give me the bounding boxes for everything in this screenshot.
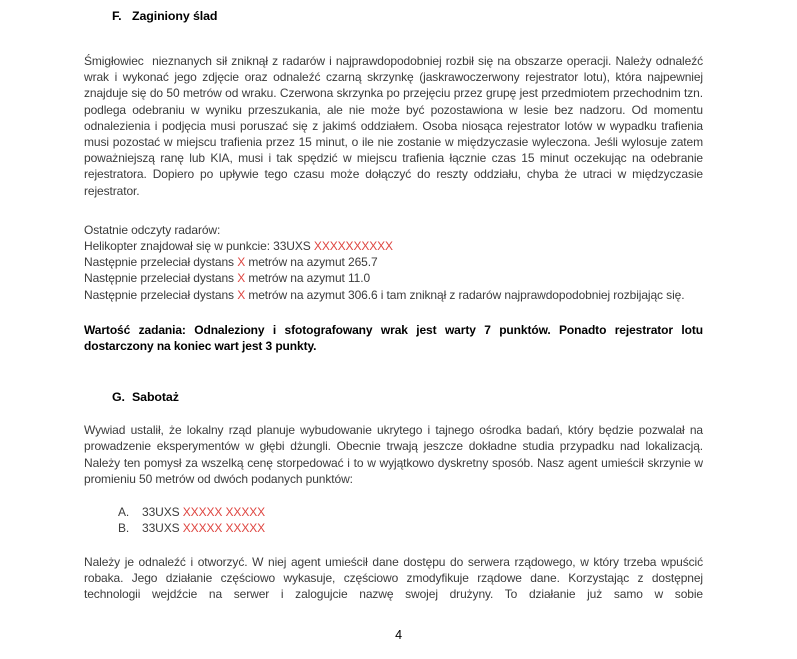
- coordinate-list: [84, 504, 703, 536]
- coordinate-item-a-label: A.: [118, 505, 130, 520]
- redacted-value: XXXXX XXXXX: [182, 521, 266, 536]
- radar-line-position: Helikopter znajdował się w punkcie: 33UXS XXXXXXXXXX: [84, 239, 393, 254]
- radar-line-leg-2: Następnie przeleciał dystans X metrów na azymut 11.0: [84, 271, 371, 286]
- coordinate-item-a: [118, 504, 703, 520]
- redacted-value: X: [237, 287, 246, 302]
- section-g-paragraph-2: Należy je odnaleźć i otworzyć. W niej agent umieścił dane dostępu do serwera rządowego, w który trzeba wpuścić robaka. Jego działanie częściowo wykasuje, częściowo zmodyfikuje rządowe dane. Korzystając z dostępnej technologii wejdźcie na serwer i zalogujcie nazwę swojej drużyny. To działanie już samo w sobie: [84, 555, 703, 602]
- coordinate-item-b-text: 33UXS XXXXX XXXXX: [142, 521, 266, 536]
- radar-line-leg-3: Następnie przeleciał dystans X metrów na azymut 306.6 i tam zniknął z radarów najprawdopodobniej rozbijając się.: [84, 287, 685, 302]
- radar-intro: Ostatnie odczyty radarów:: [84, 222, 221, 237]
- redacted-value: X: [237, 255, 246, 270]
- section-f-title: Zaginiony ślad: [132, 9, 218, 23]
- task-value-note: Wartość zadania: Odnaleziony i sfotografowany wrak jest warty 7 punktów. Ponadto rejestrator lotu dostarczony na koniec wart jest 3 punkty.: [84, 322, 703, 354]
- redacted-value: XXXXX XXXXX: [182, 505, 266, 520]
- section-f-paragraph: Śmigłowiec nieznanych sił zniknął z radarów i najprawdopodobniej rozbił się na obszarze operacji. Należy odnaleźć wrak i wykonać jego zdjęcie oraz odnaleźć czarną skrzynkę (jaskrawoczerwony rejestrator lotu), która najpewniej znajduje się do 50 metrów od wraku. Czerwona skrzynka po przejęciu przez grupę jest przedmiotem przechodnim tzn. podlega odebraniu w wyniku przeszukania, ale nie może być pozostawiona w lesie bez nadzoru. Od momentu odnalezienia i podjęcia musi poruszać się z jakimś oddziałem. Osoba niosąca rejestrator lotów w wypadku trafienia musi pozostać w miejscu trafienia przez 15 minut, o ile nie zostanie w międzyczasie wyleczona. Jeśli wylosuje zatem poważniejszą ranę lub KIA, musi i tak spędzić w miejscu trafienia łącznie czas 15 minut oczekując na odebranie rejestratora. Dopiero po upływie tego czasu może dołączyć do reszty oddziału, chyba że utraci w międzyczasie rejestrator.: [84, 54, 703, 198]
- coordinate-item-b: [118, 520, 703, 536]
- section-g-label: G.: [112, 390, 125, 405]
- redacted-value: X: [237, 271, 246, 286]
- radar-readings-block: [84, 222, 703, 303]
- radar-line-leg-1: Następnie przeleciał dystans X metrów na azymut 265.7: [84, 255, 378, 270]
- section-g-heading: [112, 389, 703, 406]
- section-f-label: F.: [112, 9, 122, 23]
- page-number: 4: [395, 628, 402, 642]
- section-g-paragraph: Wywiad ustalił, że lokalny rząd planuje wybudowanie ukrytego i tajnego ośrodka badań, który będzie pozwalał na prowadzenie eksperymentów w głębi dżungli. Obecnie trwają jeszcze dokładne studia przypadku nad lokalizacją. Należy ten pomysł za wszelką cenę storpedować i to w wyjątkowo dyskretny sposób. Nasz agent umieścił skrzynie w promieniu 50 metrów od dwóch podanych punktów:: [84, 423, 703, 486]
- coordinate-item-b-label: B.: [118, 521, 130, 536]
- section-g-title: Sabotaż: [132, 390, 179, 405]
- section-f-heading: [112, 8, 703, 25]
- redacted-value: XXXXXXXXXX: [313, 239, 393, 254]
- coordinate-item-a-text: 33UXS XXXXX XXXXX: [142, 505, 266, 520]
